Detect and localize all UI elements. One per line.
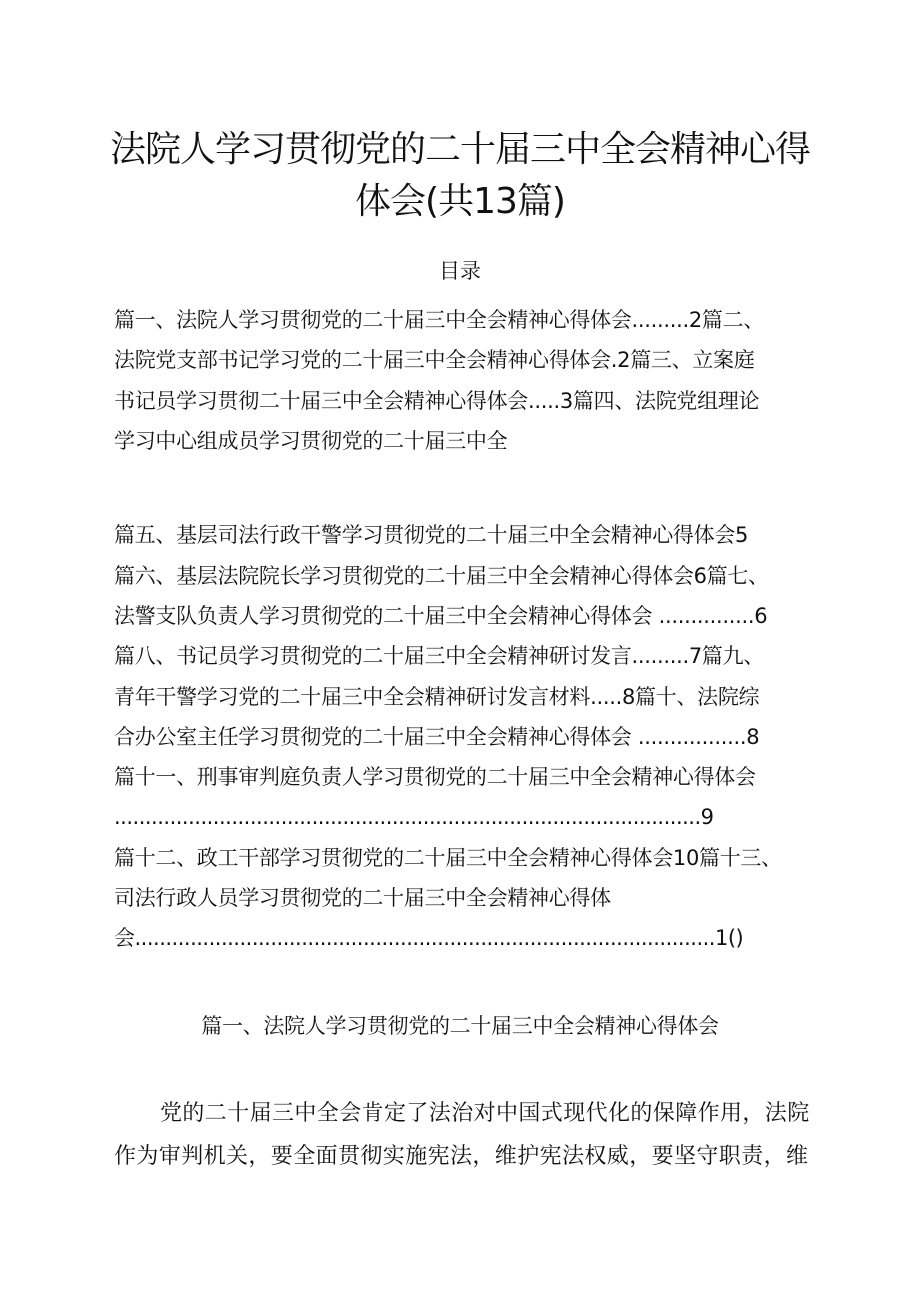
section-title: 篇一、法院人学习贯彻党的二十届三中全会精神心得体会 bbox=[201, 1014, 719, 1038]
toc-line[interactable]: 篇十一、刑事审判庭负责人学习贯彻党的二十届三中全会精神心得体会 bbox=[114, 765, 756, 789]
toc-heading: 目录 bbox=[439, 259, 481, 283]
toc-line[interactable]: 篇八、书记员学习贯彻党的二十届三中全会精神研讨发言.........7篇九、 bbox=[114, 644, 765, 668]
toc-line[interactable]: 青年干警学习党的二十届三中全会精神研讨发言材料.....8篇十、法院综 bbox=[114, 685, 760, 709]
toc-line[interactable]: 书记员学习贯彻二十届三中全会精神心得体会.....3篇四、法院党组理论 bbox=[114, 389, 760, 413]
toc-dot-leader-line[interactable]: ...............................................................................................9 bbox=[114, 805, 714, 829]
toc-line[interactable]: 合办公室主任学习贯彻党的二十届三中全会精神心得体会 .................8 bbox=[114, 725, 760, 749]
body-paragraph-line: 党的二十届三中全会肯定了法治对中国式现代化的保障作用，法院 bbox=[160, 1101, 810, 1126]
document-title-line-2: 体会(共13篇) bbox=[355, 181, 565, 222]
toc-dot-leader-line[interactable]: 会..............................................................................................1() bbox=[114, 926, 744, 950]
toc-line[interactable]: 法警支队负责人学习贯彻党的二十届三中全会精神心得体会 ...............6 bbox=[114, 604, 768, 628]
body-paragraph-line: 作为审判机关，要全面贯彻实施宪法，维护宪法权威，要坚守职责，维 bbox=[114, 1144, 809, 1169]
toc-line[interactable]: 篇六、基层法院院长学习贯彻党的二十届三中全会精神心得体会6篇七、 bbox=[114, 564, 769, 588]
toc-line[interactable]: 司法行政人员学习贯彻党的二十届三中全会精神心得体 bbox=[114, 886, 611, 910]
toc-line[interactable]: 学习中心组成员学习贯彻党的二十届三中全 bbox=[114, 429, 508, 453]
toc-line[interactable]: 篇五、基层司法行政干警学习贯彻党的二十届三中全会精神心得体会5 bbox=[114, 523, 749, 547]
document-title-line-1: 法院人学习贯彻党的二十届三中全会精神心得 bbox=[109, 129, 810, 170]
toc-line[interactable]: 篇一、法院人学习贯彻党的二十届三中全会精神心得体会.........2篇二、 bbox=[114, 308, 765, 332]
toc-line[interactable]: 法院党支部书记学习党的二十届三中全会精神心得体会.2篇三、立案庭 bbox=[114, 348, 755, 372]
toc-line[interactable]: 篇十二、政工干部学习贯彻党的二十届三中全会精神心得体会10篇十三、 bbox=[114, 846, 782, 870]
